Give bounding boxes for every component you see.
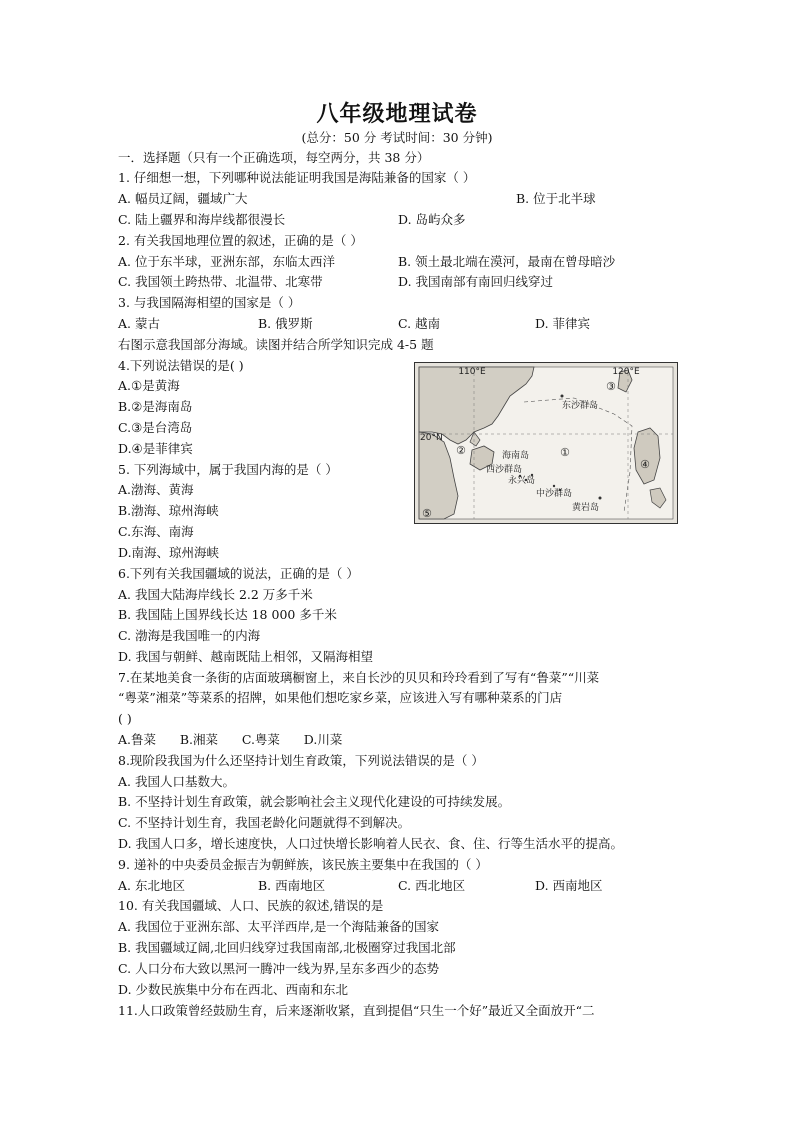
question-7-options: A.鲁菜 B.湘菜 C.粤菜 D.川菜 xyxy=(118,732,343,747)
q9-option-a: A. 东北地区 xyxy=(118,878,185,893)
q1-option-b: B. 位于北半球 xyxy=(516,191,596,206)
q3-option-b: B. 俄罗斯 xyxy=(258,316,313,331)
q1-option-a: A. 幅员辽阔，疆域广大 xyxy=(118,191,248,206)
page-title: 八年级地理试卷 xyxy=(316,101,478,127)
q4-option-c: C.③是台湾岛 xyxy=(118,420,193,435)
map-marker-3: ③ xyxy=(606,380,616,393)
q1-option-d: D. 岛屿众多 xyxy=(398,212,466,227)
question-9-stem: 9. 递补的中央委员金振吉为朝鲜族，该民族主要集中在我国的（ ） xyxy=(118,857,488,872)
q2-option-b: B. 领土最北端在漠河，最南在曾母暗沙 xyxy=(398,254,616,269)
question-2-stem: 2. 有关我国地理位置的叙述，正确的是（ ） xyxy=(118,233,363,248)
question-11-stem: 11.人口政策曾经鼓励生育，后来逐渐收紧，直到提倡“只生一个好”最近又全面放开“二 xyxy=(118,1003,595,1018)
question-4-stem: 4.下列说法错误的是( ) xyxy=(118,358,244,373)
question-7-line1: 7.在某地美食一条街的店面玻璃橱窗上，来自长沙的贝贝和玲玲看到了写有“鲁菜”“川菜 xyxy=(118,670,600,685)
q8-option-b: B. 不坚持计划生育政策，就会影响社会主义现代化建设的可持续发展。 xyxy=(118,794,511,809)
question-3-options xyxy=(118,316,591,332)
q5-option-a: A.渤海、黄海 xyxy=(118,482,194,497)
q10-option-a: A. 我国位于亚洲东部、太平洋西岸,是一个海陆兼备的国家 xyxy=(118,919,439,934)
map-label-20n: 20°N xyxy=(420,433,443,443)
q8-option-c: C. 不坚持计划生育，我国老龄化问题就得不到解决。 xyxy=(118,815,411,830)
map-label-hainan: 海南岛 xyxy=(502,451,530,461)
question-7-line2: “粤菜”湘菜”等菜系的招牌，如果他们想吃家乡菜，应该进入写有哪种菜系的门店 xyxy=(118,690,563,705)
q9-option-b: B. 西南地区 xyxy=(258,878,326,893)
question-6-stem: 6.下列有关我国疆域的说法，正确的是（ ） xyxy=(118,566,359,581)
q10-option-b: B. 我国疆域辽阔,北回归线穿过我国南部,北极圈穿过我国北部 xyxy=(118,940,456,955)
q6-option-d: D. 我国与朝鲜、越南既陆上相邻，又隔海相望 xyxy=(118,649,374,664)
question-9-options xyxy=(118,878,603,894)
q5-option-b: B.渤海、琼州海峡 xyxy=(118,503,219,518)
question-2-options-row2 xyxy=(118,274,554,290)
section-heading: 一．选择题（只有一个正确选项，每空两分，共 38 分） xyxy=(118,150,430,165)
q9-option-d: D. 西南地区 xyxy=(535,878,603,893)
question-3-stem: 3. 与我国隔海相望的国家是（ ） xyxy=(118,295,301,310)
map-marker-4: ④ xyxy=(640,458,650,471)
map-label-110e: 110°E xyxy=(458,367,486,377)
q4-option-d: D.④是菲律宾 xyxy=(118,441,193,456)
q2-option-c: C. 我国领土跨热带、北温带、北寒带 xyxy=(118,274,323,289)
q3-option-c: C. 越南 xyxy=(398,316,441,331)
question-7-line3: ( ) xyxy=(118,711,132,726)
map-intro: 右图示意我国部分海域。读图并结合所学知识完成 4-5 题 xyxy=(118,337,434,352)
q9-option-c: C. 西北地区 xyxy=(398,878,466,893)
map-label-xisha: 西沙群岛 xyxy=(486,465,523,475)
q8-option-a: A. 我国人口基数大。 xyxy=(118,774,235,789)
map-label-120e: 120°E xyxy=(612,367,640,377)
q6-option-b: B. 我国陆上国界线长达 18 000 多千米 xyxy=(118,607,337,622)
question-10-stem: 10. 有关我国疆域、人口、民族的叙述,错误的是 xyxy=(118,898,384,913)
q4-option-b: B.②是海南岛 xyxy=(118,399,193,414)
map-marker-5: ⑤ xyxy=(422,507,432,520)
map-marker-1: ① xyxy=(560,446,570,459)
q5-option-d: D.南海、琼州海峡 xyxy=(118,545,220,560)
q8-option-d: D. 我国人口多，增长速度快，人口过快增长影响着人民衣、食、住、行等生活水平的提高。 xyxy=(118,836,624,851)
q5-option-c: C.东海、南海 xyxy=(118,524,194,539)
q1-option-c: C. 陆上疆界和海岸线都很漫长 xyxy=(118,212,286,227)
question-8-stem: 8.现阶段我国为什么还坚持计划生育政策，下列说法错误的是（ ） xyxy=(118,753,484,768)
question-2-options-row1 xyxy=(118,254,616,270)
q6-option-a: A. 我国大陆海岸线长 2.2 万多千米 xyxy=(118,587,313,602)
q3-option-a: A. 蒙古 xyxy=(118,316,160,331)
q2-option-d: D. 我国南部有南回归线穿过 xyxy=(398,274,554,289)
q4-option-a: A.①是黄海 xyxy=(118,378,180,393)
q2-option-a: A. 位于东半球，亚洲东部，东临太西洋 xyxy=(118,254,335,269)
exam-info: (总分：50 分 考试时间：30 分钟) xyxy=(301,130,493,145)
q10-option-c: C. 人口分布大致以黑河一腾冲一线为界,呈东多西少的态势 xyxy=(118,961,440,976)
map-label-yongxing: 永兴岛 xyxy=(508,476,536,486)
question-1-stem: 1. 仔细想一想，下列哪种说法能证明我国是海陆兼备的国家（ ） xyxy=(118,170,476,185)
question-1-options-row1 xyxy=(118,191,596,207)
map-label-huangyan: 黄岩岛 xyxy=(572,503,600,513)
q3-option-d: D. 菲律宾 xyxy=(535,316,591,331)
q10-option-d: D. 少数民族集中分布在西北、西南和东北 xyxy=(118,982,349,997)
q6-option-c: C. 渤海是我国唯一的内海 xyxy=(118,628,261,643)
question-1-options-row2 xyxy=(118,212,466,228)
question-5-stem: 5. 下列海域中，属于我国内海的是（ ） xyxy=(118,462,338,477)
south-china-sea-map xyxy=(414,362,678,524)
map-marker-2: ② xyxy=(456,444,466,457)
map-label-zhongsha: 中沙群岛 xyxy=(536,489,573,499)
map-label-dongsha: 东沙群岛 xyxy=(562,401,599,411)
